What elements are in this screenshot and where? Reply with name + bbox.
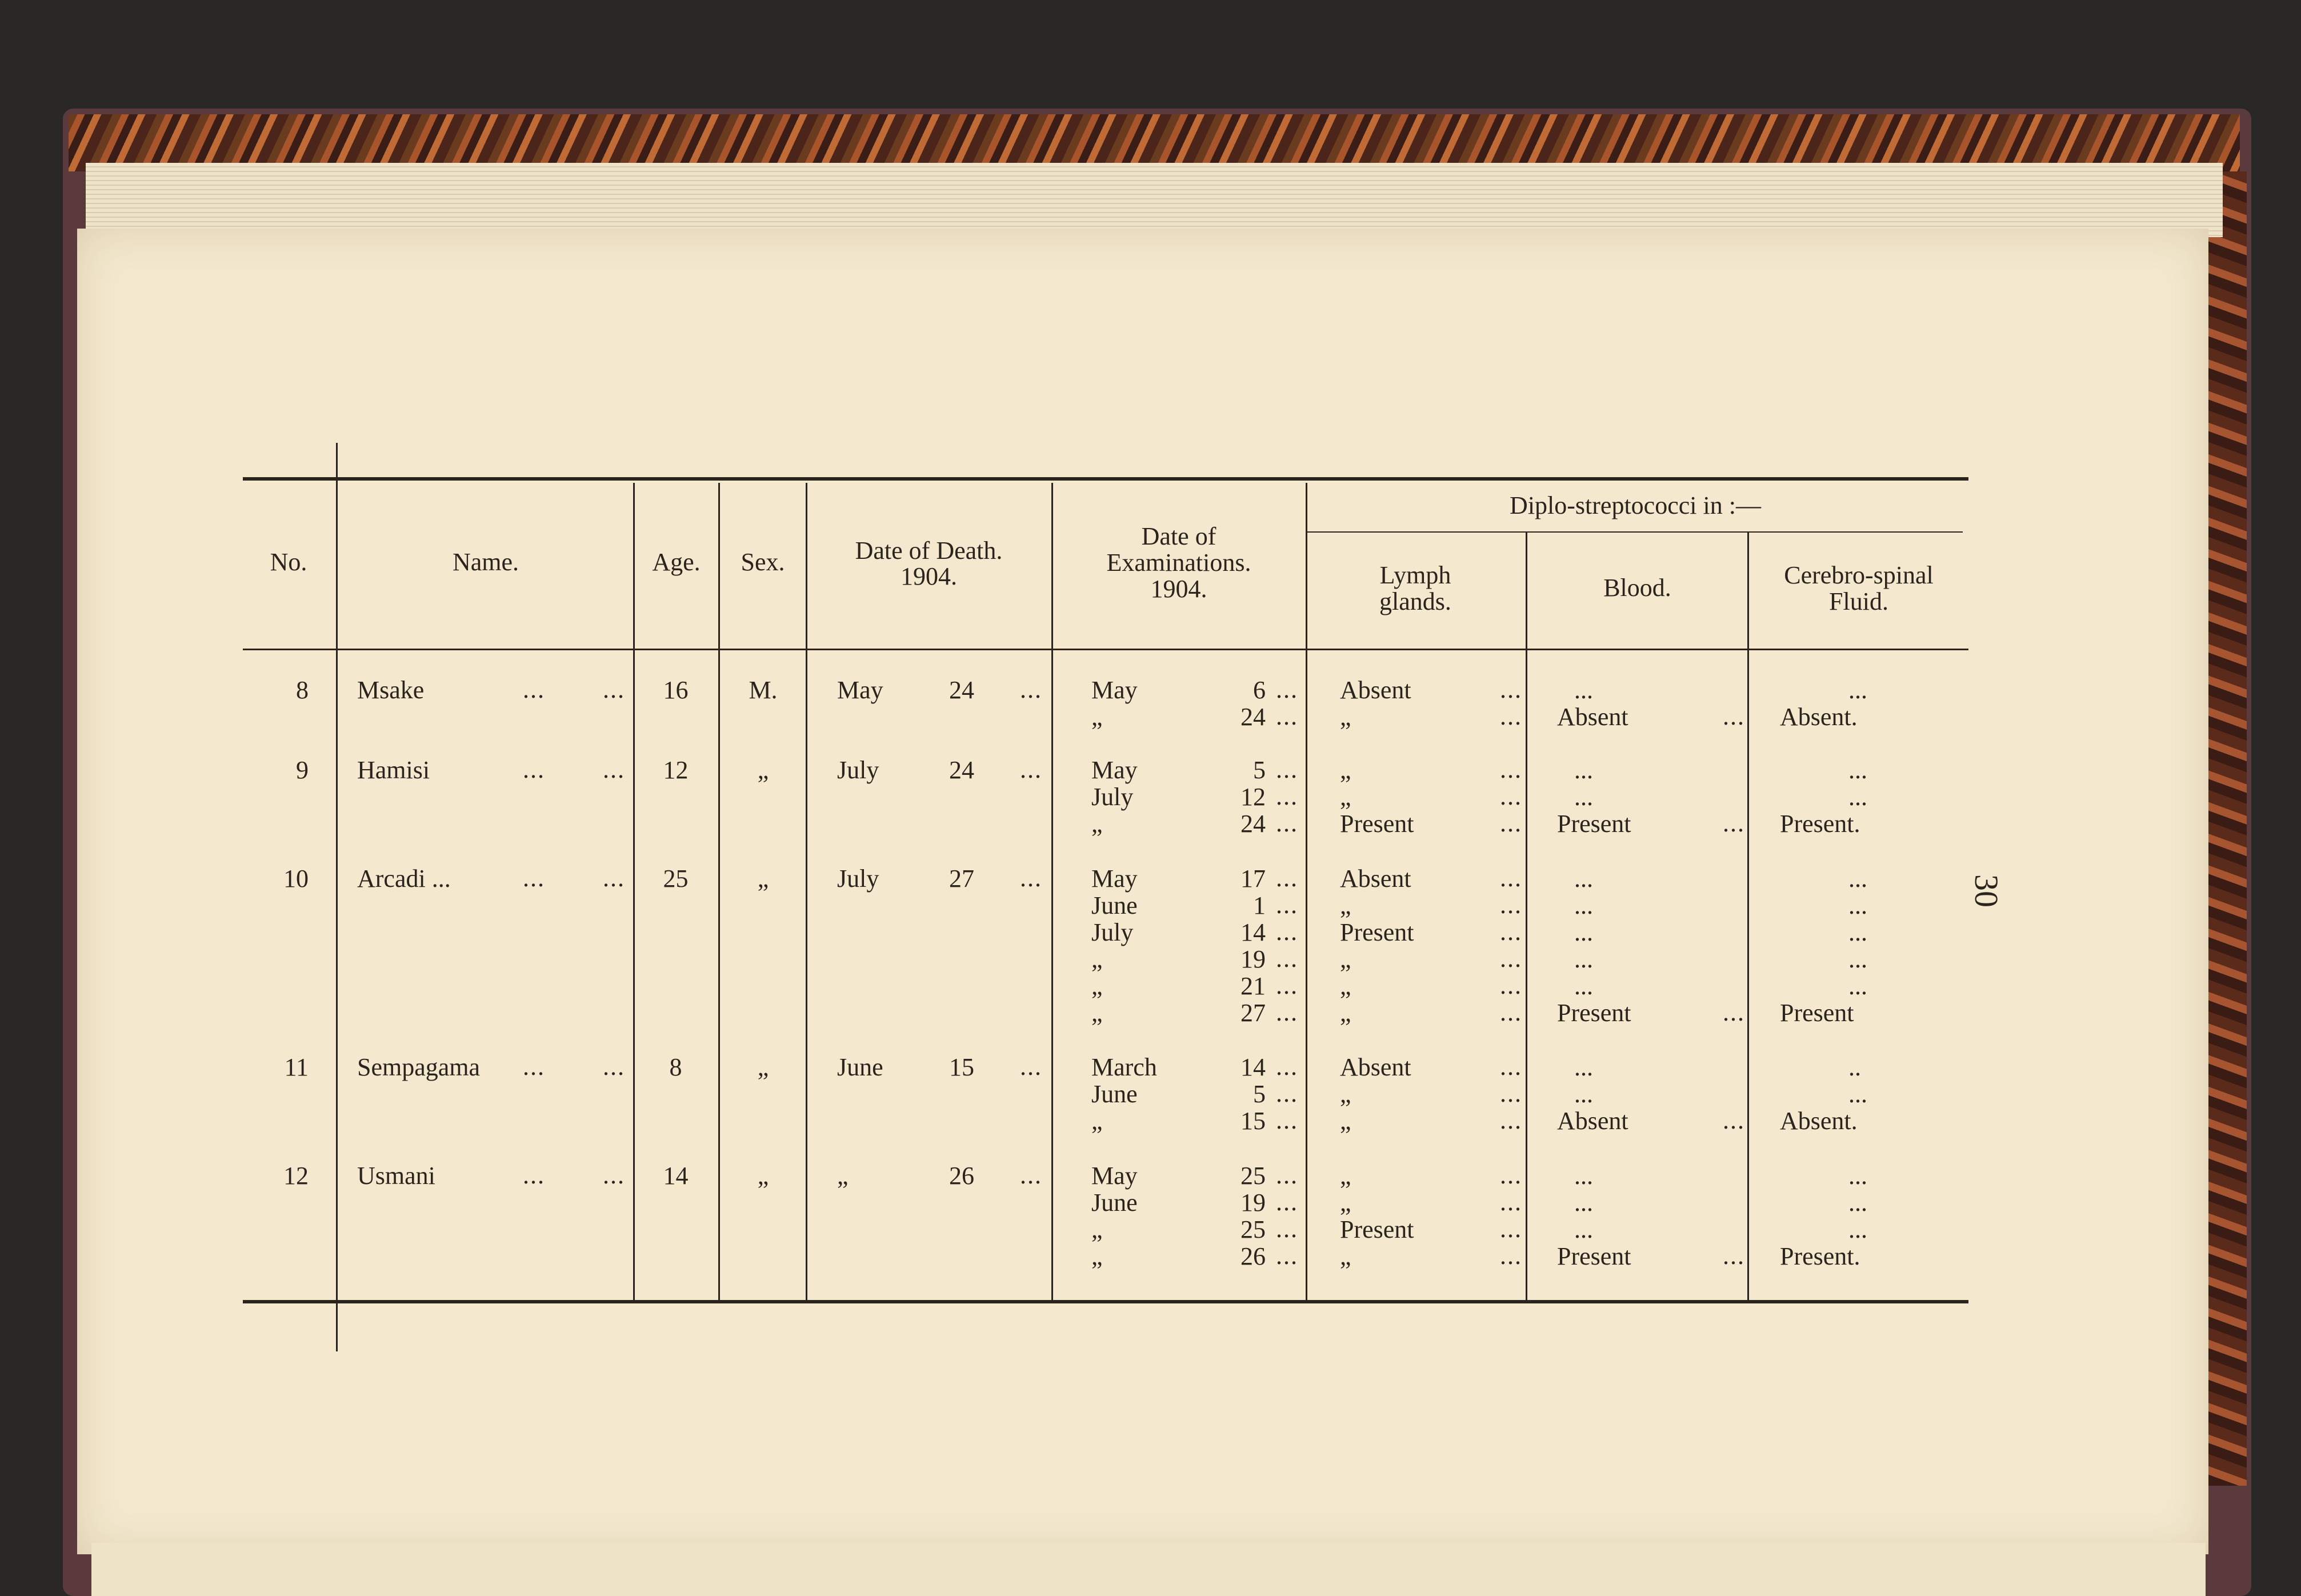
patient-age: 14	[663, 1162, 689, 1190]
page-block-edge	[86, 163, 2223, 237]
patient-age: 8	[669, 1053, 682, 1081]
leader-dots: ...	[523, 755, 545, 783]
leader-dots: ...	[1276, 891, 1298, 919]
blood-result: ...	[1574, 945, 1593, 973]
csf-result: ...	[1848, 1080, 1867, 1108]
col-rule	[336, 443, 338, 1351]
csf-result: Absent.	[1780, 1107, 1858, 1135]
next-page-edge	[91, 1543, 2206, 1596]
patient-age: 16	[663, 676, 689, 704]
leader-dots: ...	[1276, 1053, 1298, 1081]
row-number: 12	[283, 1162, 309, 1190]
header-sex: Sex.	[741, 548, 785, 576]
header-csf-2: Fluid.	[1829, 587, 1888, 615]
patient-age: 25	[663, 865, 689, 893]
leader-dots: ...	[1276, 918, 1298, 946]
exam-month: May	[1091, 676, 1138, 704]
exam-day: 25	[1240, 1215, 1266, 1243]
exam-day: 21	[1240, 972, 1266, 1000]
header-blood: Blood.	[1603, 574, 1671, 602]
death-month: May	[837, 676, 883, 704]
lymph-result: Absent	[1340, 865, 1411, 893]
death-day: 24	[949, 676, 974, 704]
col-rule	[1747, 532, 1749, 1300]
col-rule	[718, 483, 720, 1300]
header-bottom-rule	[243, 649, 1968, 650]
leader-dots: ...	[1723, 809, 1745, 837]
blood-result: Absent	[1557, 1107, 1628, 1135]
exam-day: 24	[1240, 703, 1266, 731]
header-age: Age.	[652, 548, 701, 576]
exam-day: 5	[1253, 1080, 1266, 1108]
header-exam-year: 1904.	[1150, 575, 1207, 603]
patient-name: Arcadi ...	[357, 865, 451, 893]
leader-dots: ...	[603, 1053, 625, 1081]
leader-dots: ...	[1020, 675, 1042, 703]
blood-result: ...	[1574, 1162, 1593, 1190]
leader-dots: ...	[1276, 675, 1298, 703]
header-death-year: 1904.	[901, 562, 957, 590]
leader-dots: ...	[1500, 675, 1522, 703]
blood-result: Present	[1557, 1242, 1631, 1270]
header-diplo: Diplo-streptococci in :—	[1510, 491, 1761, 519]
exam-month: May	[1091, 1162, 1138, 1190]
leader-dots: ...	[1500, 1079, 1522, 1107]
leader-dots: ...	[603, 1161, 625, 1189]
lymph-result: „	[1340, 783, 1351, 811]
exam-month: „	[1091, 810, 1103, 838]
exam-month: „	[1091, 703, 1103, 731]
leader-dots: ...	[1500, 782, 1522, 810]
lymph-result: „	[1340, 1162, 1351, 1190]
blood-result: ...	[1574, 918, 1593, 946]
lymph-result: „	[1340, 1080, 1351, 1108]
lymph-result: „	[1340, 891, 1351, 919]
leader-dots: ...	[1020, 1053, 1042, 1081]
leader-dots: ...	[1500, 1053, 1522, 1081]
patient-sex: „	[757, 1162, 769, 1190]
col-rule	[806, 483, 807, 1300]
leader-dots: ...	[1276, 809, 1298, 837]
exam-month: June	[1091, 1189, 1138, 1217]
csf-result: ...	[1848, 756, 1867, 784]
exam-month: „	[1091, 1107, 1103, 1135]
leader-dots: ...	[1500, 864, 1522, 892]
csf-result: ...	[1848, 1215, 1867, 1243]
leader-dots: ...	[1020, 864, 1042, 892]
leader-dots: ...	[1723, 1242, 1745, 1270]
exam-month: „	[1091, 1215, 1103, 1243]
exam-day: 1	[1253, 891, 1266, 919]
leader-dots: ...	[1500, 702, 1522, 730]
exam-month: June	[1091, 1080, 1138, 1108]
leader-dots: ...	[523, 1161, 545, 1189]
csf-result: ...	[1848, 676, 1867, 704]
table-top-rule	[243, 477, 1968, 481]
leader-dots: ...	[1276, 864, 1298, 892]
exam-month: „	[1091, 999, 1103, 1027]
blood-result: ...	[1574, 891, 1593, 919]
exam-day: 19	[1240, 945, 1266, 973]
row-number: 9	[296, 756, 309, 784]
leader-dots: ...	[1500, 891, 1522, 919]
col-rule	[1526, 532, 1527, 1300]
leader-dots: ...	[1276, 1242, 1298, 1270]
lymph-result: „	[1340, 1107, 1351, 1135]
leader-dots: ...	[1020, 1161, 1042, 1189]
csf-result: ...	[1848, 1162, 1867, 1190]
leader-dots: ...	[1500, 971, 1522, 999]
header-lymph-2: glands.	[1379, 587, 1451, 615]
death-month: June	[837, 1053, 883, 1081]
csf-result: Absent.	[1780, 703, 1858, 731]
leader-dots: ...	[1723, 702, 1745, 730]
death-day: 15	[949, 1053, 974, 1081]
leader-dots: ...	[1276, 971, 1298, 999]
leader-dots: ...	[1500, 1161, 1522, 1189]
lymph-result: Absent	[1340, 1053, 1411, 1081]
patient-name: Usmani	[357, 1162, 435, 1190]
exam-month: „	[1091, 1242, 1103, 1270]
leader-dots: ...	[1500, 755, 1522, 783]
leader-dots: ...	[1276, 1079, 1298, 1107]
exam-month: July	[1091, 918, 1134, 946]
lymph-result: „	[1340, 945, 1351, 973]
death-day: 26	[949, 1162, 974, 1190]
exam-day: 26	[1240, 1242, 1266, 1270]
exam-day: 24	[1240, 810, 1266, 838]
blood-result: ...	[1574, 972, 1593, 1000]
leader-dots: ...	[1276, 1106, 1298, 1134]
exam-month: June	[1091, 891, 1138, 919]
death-day: 27	[949, 865, 974, 893]
lymph-result: Present	[1340, 1215, 1414, 1243]
leader-dots: ...	[1276, 702, 1298, 730]
header-no: No.	[270, 548, 307, 576]
lymph-result: „	[1340, 972, 1351, 1000]
blood-result: ...	[1574, 1215, 1593, 1243]
patient-sex: „	[757, 1053, 769, 1081]
patient-sex: M.	[749, 676, 778, 704]
header-name: Name.	[452, 548, 519, 576]
header-csf-1: Cerebro-spinal	[1784, 561, 1934, 589]
patient-name: Sempagama	[357, 1053, 481, 1081]
leader-dots: ...	[523, 675, 545, 703]
csf-result: ...	[1848, 783, 1867, 811]
exam-day: 25	[1240, 1162, 1266, 1190]
csf-result: Present.	[1780, 1242, 1860, 1270]
exam-day: 19	[1240, 1189, 1266, 1217]
leader-dots: ...	[1500, 998, 1522, 1026]
leader-dots: ...	[523, 864, 545, 892]
exam-day: 15	[1240, 1107, 1266, 1135]
leader-dots: ...	[1020, 755, 1042, 783]
diplo-subheader-rule	[1306, 531, 1963, 533]
exam-day: 17	[1240, 865, 1266, 893]
leader-dots: ...	[1276, 1161, 1298, 1189]
blood-result: ...	[1574, 676, 1593, 704]
csf-result: ...	[1848, 972, 1867, 1000]
death-month: July	[837, 756, 879, 784]
exam-day: 14	[1240, 918, 1266, 946]
blood-result: ...	[1574, 783, 1593, 811]
exam-month: „	[1091, 972, 1103, 1000]
header-date-of-death: Date of Death.	[855, 537, 1003, 565]
leader-dots: ...	[1276, 1188, 1298, 1216]
exam-day: 14	[1240, 1053, 1266, 1081]
leader-dots: ...	[1500, 1106, 1522, 1134]
header-exam-1: Date of	[1141, 522, 1216, 550]
blood-result: Present	[1557, 999, 1631, 1027]
leader-dots: ...	[523, 1053, 545, 1081]
leader-dots: ...	[1723, 1106, 1745, 1134]
exam-month: May	[1091, 756, 1138, 784]
blood-result: ...	[1574, 865, 1593, 893]
col-rule	[1051, 483, 1053, 1300]
exam-day: 5	[1253, 756, 1266, 784]
leader-dots: ...	[1276, 782, 1298, 810]
lymph-result: Present	[1340, 810, 1414, 838]
blood-result: ...	[1574, 1080, 1593, 1108]
lymph-result: „	[1340, 756, 1351, 784]
lymph-result: Absent	[1340, 676, 1411, 704]
patient-sex: „	[757, 756, 769, 784]
csf-result: ...	[1848, 1189, 1867, 1217]
leader-dots: ...	[603, 755, 625, 783]
exam-month: May	[1091, 865, 1138, 893]
row-number: 8	[296, 676, 309, 704]
blood-result: ...	[1574, 756, 1593, 784]
csf-result: ..	[1848, 1053, 1861, 1081]
exam-day: 6	[1253, 676, 1266, 704]
row-number: 11	[284, 1053, 309, 1081]
exam-month: „	[1091, 945, 1103, 973]
data-table	[243, 477, 1968, 1306]
leader-dots: ...	[1500, 1215, 1522, 1243]
leader-dots: ...	[603, 864, 625, 892]
death-month: July	[837, 865, 879, 893]
lymph-result: Present	[1340, 918, 1414, 946]
csf-result: Present.	[1780, 810, 1860, 838]
patient-name: Msake	[357, 676, 425, 704]
page-number: 30	[1968, 874, 2005, 907]
leader-dots: ...	[1276, 945, 1298, 973]
patient-age: 12	[663, 756, 689, 784]
csf-result: ...	[1848, 918, 1867, 946]
csf-result: ...	[1848, 891, 1867, 919]
blood-result: ...	[1574, 1053, 1593, 1081]
leader-dots: ...	[1500, 918, 1522, 946]
patient-name: Hamisi	[357, 756, 430, 784]
death-day: 24	[949, 756, 974, 784]
exam-month: July	[1091, 783, 1134, 811]
exam-day: 12	[1240, 783, 1266, 811]
exam-day: 27	[1240, 999, 1266, 1027]
table-bottom-rule	[243, 1300, 1968, 1303]
lymph-result: „	[1340, 999, 1351, 1027]
death-month: „	[837, 1162, 849, 1190]
leader-dots: ...	[1276, 1215, 1298, 1243]
csf-result: ...	[1848, 945, 1867, 973]
blood-result: Absent	[1557, 703, 1628, 731]
leader-dots: ...	[603, 675, 625, 703]
row-number: 10	[283, 865, 309, 893]
blood-result: ...	[1574, 1189, 1593, 1217]
leader-dots: ...	[1500, 809, 1522, 837]
leader-dots: ...	[1500, 945, 1522, 973]
csf-result: Present	[1780, 999, 1854, 1027]
leader-dots: ...	[1500, 1188, 1522, 1216]
exam-month: March	[1091, 1053, 1157, 1081]
leader-dots: ...	[1500, 1242, 1522, 1270]
header-lymph-1: Lymph	[1379, 561, 1451, 589]
blood-result: Present	[1557, 810, 1631, 838]
leader-dots: ...	[1276, 998, 1298, 1026]
lymph-result: „	[1340, 1242, 1351, 1270]
leader-dots: ...	[1723, 998, 1745, 1026]
lymph-result: „	[1340, 1189, 1351, 1217]
patient-sex: „	[757, 865, 769, 893]
csf-result: ...	[1848, 865, 1867, 893]
header-exam-2: Examinations.	[1106, 549, 1251, 577]
col-rule	[633, 483, 635, 1300]
lymph-result: „	[1340, 703, 1351, 731]
leader-dots: ...	[1276, 755, 1298, 783]
